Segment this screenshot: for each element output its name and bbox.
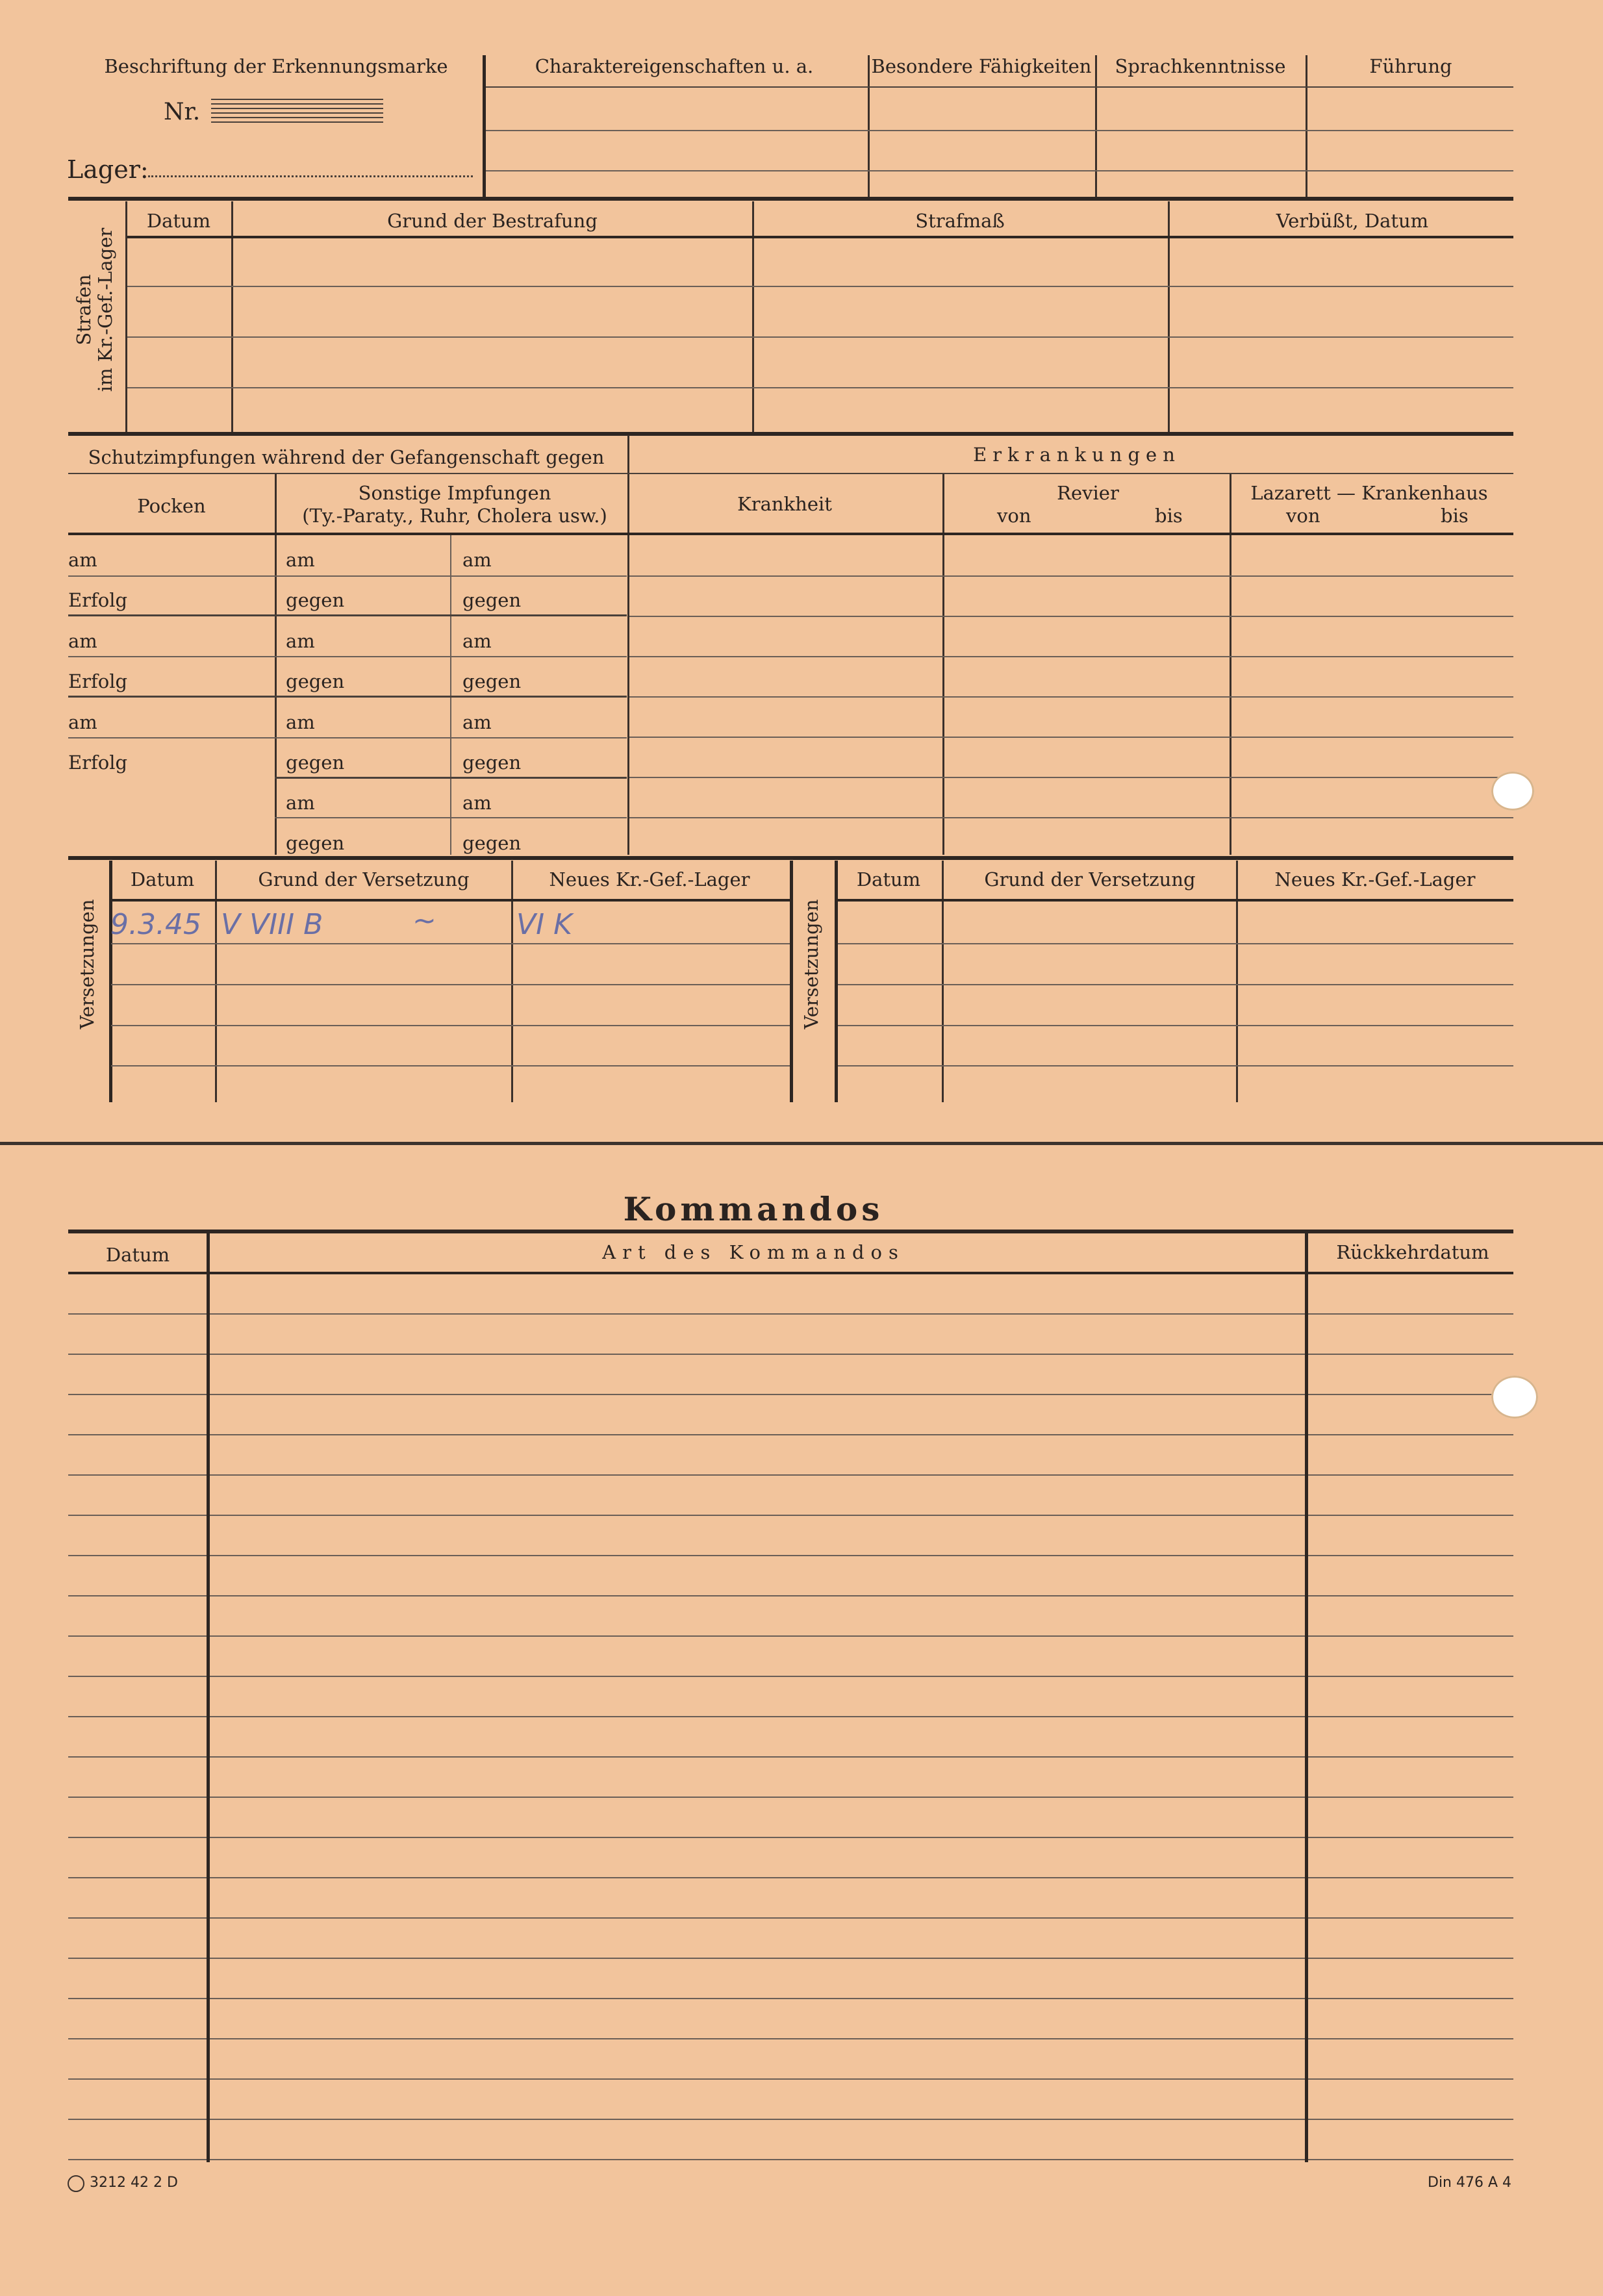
row-line: [68, 696, 627, 698]
cell-am: am: [286, 792, 315, 814]
cell-erfolg: Erfolg: [68, 589, 128, 611]
row-line: [68, 533, 1513, 535]
header-revier-von: von: [997, 505, 1031, 527]
header-faehigkeiten: Besondere Fähigkeiten: [871, 55, 1092, 77]
header-datum: Datum: [146, 210, 211, 232]
footer-din: Din 476 A 4: [1428, 2175, 1512, 2191]
row-line: [68, 737, 627, 738]
header-lazarett-bis: bis: [1441, 505, 1469, 527]
header-revier-bis: bis: [1155, 505, 1183, 527]
cell-gegen: gegen: [286, 832, 345, 854]
cell-gegen: gegen: [462, 751, 522, 774]
row-line: [838, 984, 1513, 985]
side-label-line2: im Kr.-Gef.-Lager: [94, 227, 117, 392]
kommandos-title: Kommandos: [623, 1190, 884, 1228]
nr-lines: [211, 99, 383, 125]
handwritten-grund: V VIII B: [221, 908, 323, 941]
illnesses-heading: Erkrankungen: [973, 444, 1181, 466]
row-line: [111, 943, 790, 944]
divider: [942, 474, 944, 855]
cell-gegen: gegen: [286, 670, 345, 692]
section-rule: [68, 1230, 1513, 1233]
header-sonstige: Sonstige Impfungen: [358, 482, 551, 504]
row-line: [629, 696, 1513, 698]
row-line: [486, 86, 1513, 88]
kommandos-header-rueckkehr: Rückkehrdatum: [1336, 1241, 1489, 1263]
divider: [627, 435, 629, 855]
fold-line: [0, 1142, 1603, 1145]
row-line: [127, 236, 1513, 238]
divider: [1230, 474, 1231, 855]
row-line: [68, 473, 1513, 474]
punishments-side-label: [73, 216, 117, 404]
transfers-side-label-left: Versetzungen: [76, 899, 98, 1029]
cell-am: am: [286, 711, 315, 733]
row-line: [838, 1065, 1513, 1066]
row-line: [629, 616, 1513, 617]
handwritten-lager: VI K: [516, 908, 572, 941]
header-sonstige-sub: (Ty.-Paraty., Ruhr, Cholera usw.): [302, 505, 607, 527]
transfer-header-grund-2: Grund der Versetzung: [984, 868, 1196, 890]
header-krankheit: Krankheit: [737, 493, 832, 515]
kommandos-header-art: Art des Kommandos: [602, 1241, 905, 1263]
vaccinations-heading: Schutzimpfungen während der Gefangenschaft gegen: [88, 446, 605, 468]
transfer-header-datum: Datum: [130, 868, 195, 890]
section-rule: [68, 856, 1513, 860]
row-line: [838, 943, 1513, 944]
header-grund-bestrafung: Grund der Bestrafung: [387, 210, 598, 232]
cell-am: am: [462, 549, 492, 571]
divider: [450, 534, 451, 855]
divider: [868, 55, 870, 197]
id-tag-heading: Beschriftung der Erkennungsmarke: [104, 55, 448, 77]
section-rule: [68, 432, 1513, 436]
row-line: [111, 1025, 790, 1026]
divider: [1306, 55, 1307, 197]
nr-label: Nr.: [164, 99, 201, 125]
transfer-header-lager: Neues Kr.-Gef.-Lager: [549, 868, 750, 890]
cell-am: am: [68, 711, 97, 733]
header-lazarett-von: von: [1286, 505, 1320, 527]
cell-am: am: [68, 549, 97, 571]
section-rule: [68, 197, 1513, 201]
transfers-side-label-right: Versetzungen: [800, 899, 822, 1029]
row-line: [629, 575, 1513, 577]
kommandos-header-datum: Datum: [105, 1244, 170, 1266]
row-line: [111, 984, 790, 985]
transfer-header-grund: Grund der Versetzung: [258, 868, 470, 890]
header-charakter: Charaktereigenschaften u. a.: [535, 55, 814, 77]
row-line: [68, 656, 627, 657]
header-verbuesst: Verbüßt, Datum: [1276, 210, 1429, 232]
cell-gegen: gegen: [462, 670, 522, 692]
header-fuehrung: Führung: [1369, 55, 1452, 77]
cell-am: am: [462, 792, 492, 814]
cell-erfolg: Erfolg: [68, 670, 128, 692]
divider: [207, 1232, 210, 2162]
divider: [1305, 1232, 1308, 2162]
cell-am: am: [462, 711, 492, 733]
cell-am: am: [286, 549, 315, 571]
lager-dotted-line: [148, 175, 473, 177]
footer-print-code: 3212 42 2 D: [90, 2175, 178, 2191]
row-line: [68, 614, 627, 616]
row-line: [629, 777, 1513, 778]
row-line: [275, 817, 627, 818]
cell-gegen: gegen: [462, 589, 522, 611]
printer-mark-icon: [68, 2175, 84, 2192]
row-line: [629, 817, 1513, 818]
row-line: [838, 899, 1513, 902]
row-line: [838, 1025, 1513, 1026]
handwritten-mark: ~: [412, 904, 436, 937]
divider: [1095, 55, 1097, 197]
header-pocken: Pocken: [137, 495, 206, 517]
header-sprachkenntnisse: Sprachkenntnisse: [1115, 55, 1286, 77]
header-revier: Revier: [1057, 482, 1119, 504]
row-line: [111, 1065, 790, 1066]
kommandos-rows: [68, 1274, 1513, 2162]
transfer-header-datum-2: Datum: [856, 868, 921, 890]
cell-gegen: gegen: [462, 832, 522, 854]
row-line: [127, 286, 1513, 287]
row-line: [486, 170, 1513, 171]
punch-hole: [1491, 1376, 1538, 1419]
row-line: [486, 130, 1513, 131]
divider: [275, 474, 277, 855]
cell-gegen: gegen: [286, 589, 345, 611]
handwritten-datum: 9.3.45: [110, 908, 201, 941]
cell-gegen: gegen: [286, 751, 345, 774]
transfer-header-lager-2: Neues Kr.-Gef.-Lager: [1274, 868, 1476, 890]
row-line: [127, 336, 1513, 338]
divider: [790, 861, 793, 1102]
header-lazarett: Lazarett — Krankenhaus: [1250, 482, 1488, 504]
cell-am: am: [286, 630, 315, 652]
row-line: [111, 899, 790, 902]
cell-am: am: [68, 630, 97, 652]
row-line: [275, 777, 627, 779]
divider: [483, 55, 486, 198]
row-line: [629, 737, 1513, 738]
header-strafmass: Strafmaß: [915, 210, 1005, 232]
cell-am: am: [462, 630, 492, 652]
side-label-line1: Strafen: [73, 274, 95, 346]
cell-erfolg: Erfolg: [68, 751, 128, 774]
row-line: [629, 656, 1513, 657]
row-line: [68, 575, 627, 577]
lager-label: Lager:: [67, 155, 149, 184]
row-line: [127, 387, 1513, 388]
punch-hole: [1491, 772, 1534, 811]
